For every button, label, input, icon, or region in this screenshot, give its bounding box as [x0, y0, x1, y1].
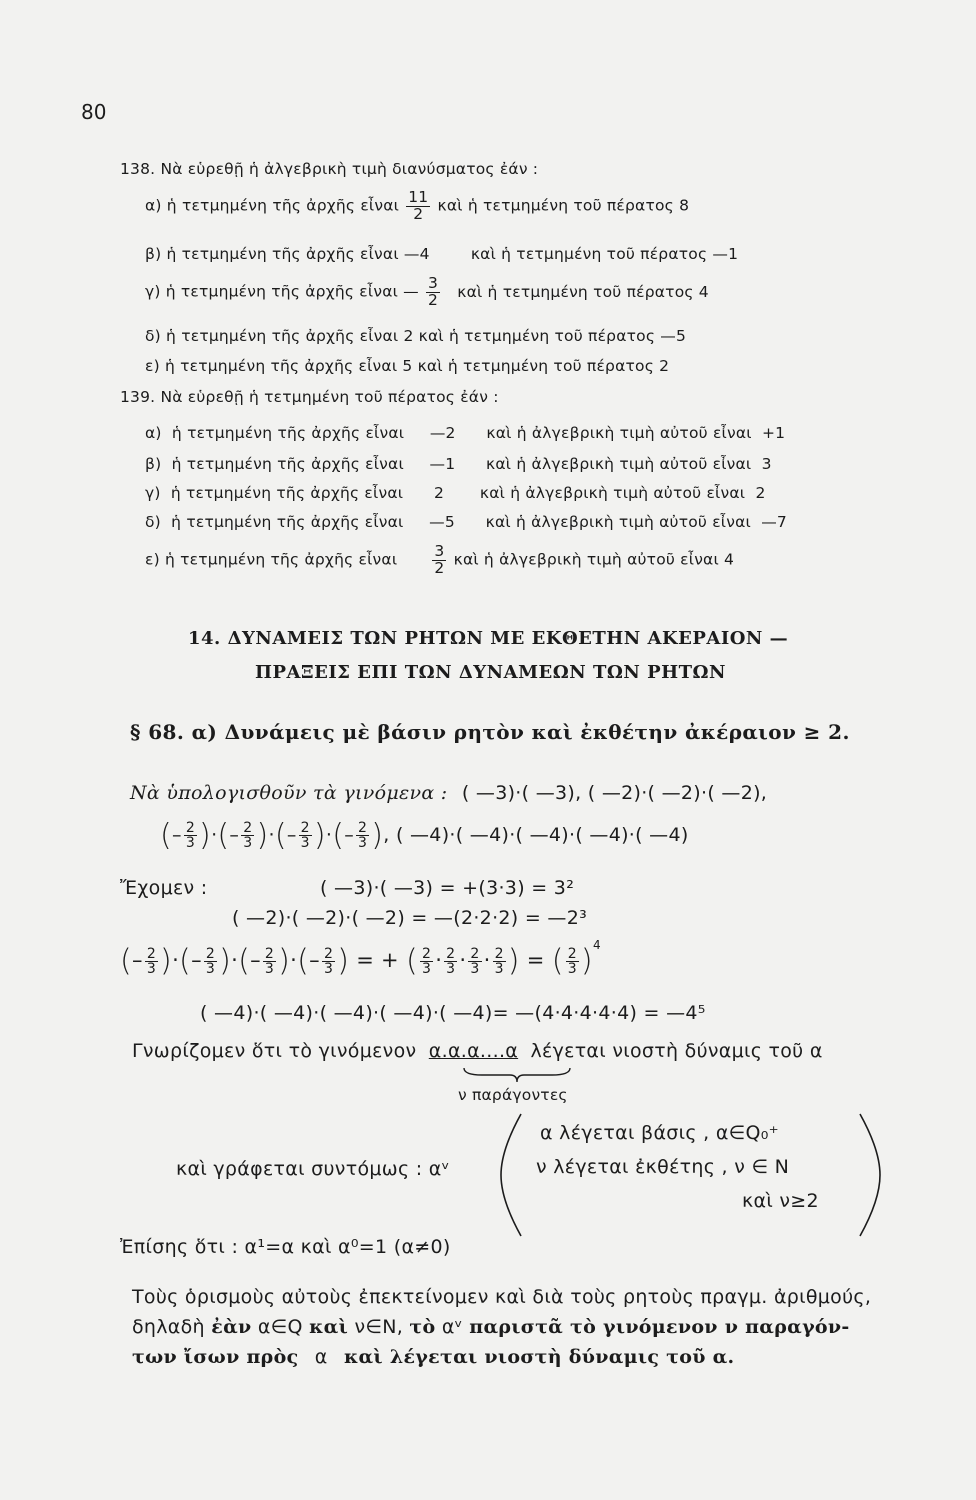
- ex138-a-post: καὶ ἡ τετμημένη τοῦ πέρατος 8: [437, 196, 690, 215]
- know-pre: Γνωρίζομεν ὅτι τὸ γινόμενον: [132, 1040, 417, 1062]
- ext3-b2: καὶ λέγεται νιοστὴ δύναμις τοῦ α.: [343, 1346, 735, 1368]
- ex139-e-pre: ε) ἡ τετμημένη τῆς ἀρχῆς εἶναι: [145, 550, 398, 569]
- ex138-b-post: καὶ ἡ τετμημένη τοῦ πέρατος —1: [470, 245, 739, 263]
- also-line: Ἐπίσης ὅτι : α¹=α καὶ α⁰=1 (α≠0): [120, 1236, 451, 1258]
- ex139-e: [145, 544, 734, 576]
- eq3-exponent: 4: [592, 938, 601, 952]
- ext3-m1: α: [314, 1346, 328, 1368]
- written-line: καὶ γράφεται συντόμως : αᵛ: [176, 1158, 450, 1180]
- section-title-2: ΠΡΑΞΕΙΣ ΕΠΙ ΤΩΝ ΔΥΝΑΜΕΩΝ ΤΩΝ ΡΗΤΩΝ: [255, 662, 727, 683]
- ex138-c-pre: γ) ἡ τετμημένη τῆς ἀρχῆς εἶναι —: [145, 282, 419, 301]
- know-product: α.α.α....α: [428, 1040, 519, 1062]
- ext2-m1: α∈Q: [257, 1316, 303, 1338]
- ext2-b4: παριστᾶ τὸ γινόμενον ν παραγόν-: [469, 1316, 850, 1338]
- compute-expr: ( —3)·( —3), ( —2)·( —2)·( —2),: [461, 782, 768, 804]
- ex139-c: γ) ἡ τετμημένη τῆς ἀρχῆς εἶναι 2 καὶ ἡ ἀλγεβρικὴ τιμὴ αὐτοῦ εἶναι 2: [145, 484, 766, 502]
- left-brace: [495, 1110, 525, 1240]
- ext2-b2: καὶ: [309, 1316, 349, 1338]
- ext2-m2: ν∈N,: [354, 1316, 404, 1338]
- know-post: λέγεται νιοστὴ δύναμις τοῦ α: [530, 1040, 823, 1062]
- compute-line: [130, 782, 767, 804]
- ex138-c: [145, 276, 709, 308]
- ext2-b1: ἐὰν: [211, 1316, 252, 1338]
- ex138-b-pre: β) ἡ τετμημένη τῆς ἀρχῆς εἶναι —4: [145, 245, 430, 263]
- condition-base: α λέγεται βάσις , α∈Q₀⁺: [540, 1122, 779, 1144]
- ex138-a: [145, 190, 689, 222]
- equation-2: ( —2)·( —2)·( —2) = —(2·2·2) = —2³: [232, 907, 588, 929]
- ex139-d: δ) ἡ τετμημένη τῆς ἀρχῆς εἶναι —5 καὶ ἡ ἀλγεβρικὴ τιμὴ αὐτοῦ εἶναι —7: [145, 513, 787, 531]
- ex138-c-frac: $\frac{3}{2}$: [428, 274, 439, 309]
- eq3-mid: = +: [356, 948, 399, 972]
- ext2-pre: δηλαδὴ: [132, 1316, 205, 1338]
- ex138-intro: 138. Νὰ εὑρεθῇ ἡ ἀλγεβρικὴ τιμὴ διανύσματος ἐάν :: [120, 160, 539, 178]
- have-label: Ἔχομεν :: [120, 877, 208, 899]
- page-number: 80: [81, 100, 107, 124]
- fraction-product-row: (– $\frac{2}{3}$ )·(– $\frac{2}{3}$ )·(– $\frac{2}{3}$ )·(– $\frac{2}{3}$ ), ( —4)·( —4)·( —4)·( —4)·( —4): [160, 818, 689, 853]
- ex138-b: [145, 245, 738, 263]
- ex138-a-frac: $\frac{11}{2}$: [408, 188, 429, 223]
- paragraph-heading: § 68. α) Δυνάμεις μὲ βάσιν ρητὸν καὶ ἐκθέτην ἀκέραιον ≥ 2.: [130, 720, 850, 744]
- know-line: [132, 1040, 823, 1062]
- underbrace: [462, 1066, 572, 1084]
- factors-label: ν παράγοντες: [458, 1086, 568, 1104]
- extension-line-2: [132, 1316, 850, 1338]
- right-brace: [856, 1110, 886, 1240]
- ex138-d: δ) ἡ τετμημένη τῆς ἀρχῆς εἶναι 2 καὶ ἡ τετμημένη τοῦ πέρατος —5: [145, 327, 687, 345]
- ex139-a: α) ἡ τετμημένη τῆς ἀρχῆς εἶναι —2 καὶ ἡ ἀλγεβρικὴ τιμὴ αὐτοῦ εἶναι +1: [145, 424, 786, 442]
- ex139-e-frac: $\frac{3}{2}$: [434, 542, 445, 577]
- extension-line-3: [132, 1346, 734, 1368]
- ex139-e-post: καὶ ἡ ἀλγεβρικὴ τιμὴ αὐτοῦ εἶναι 4: [453, 550, 735, 569]
- section-title-1: 14. ΔΥΝΑΜΕΙΣ ΤΩΝ ΡΗΤΩΝ ΜΕ ΕΚΘΕΤΗΝ ΑΚΕΡΑΙΟΝ —: [188, 628, 789, 649]
- extension-line-1: Τοὺς ὁρισμοὺς αὐτοὺς ἐπεκτείνομεν καὶ διὰ τοὺς ρητοὺς πραγμ. ἀριθμούς,: [132, 1286, 872, 1308]
- equation-4: ( —4)·( —4)·( —4)·( —4)·( —4)= —(4·4·4·4·4) = —4⁵: [200, 1002, 706, 1024]
- equation-3: (– $\frac{2}{3}$ )·(– $\frac{2}{3}$ )·(– $\frac{2}{3}$ )·(– $\frac{2}{3}$ ) = + ( $\frac{2}{3}$ · $\frac{2}{3}$ · $\frac{2}{3}$ · $\frac{2}{3}$ ) = ( $\frac{2}{3}$ )$^4$: [120, 938, 601, 979]
- compute-label: Νὰ ὑπολογισθοῦν τὰ γινόμενα :: [130, 782, 448, 804]
- eq3-end: =: [526, 948, 545, 972]
- row2-tail: , ( —4)·( —4)·( —4)·( —4)·( —4): [383, 824, 689, 846]
- equation-1: ( —3)·( —3) = +(3·3) = 3²: [320, 877, 575, 899]
- ex138-c-post: καὶ ἡ τετμημένη τοῦ πέρατος 4: [457, 282, 709, 301]
- ext2-m3: αᵛ: [441, 1316, 463, 1338]
- ex138-a-pre: α) ἡ τετμημένη τῆς ἀρχῆς εἶναι: [145, 196, 400, 215]
- ext3-b1: των ἴσων πρὸς: [132, 1346, 299, 1368]
- condition-min: καὶ ν≥2: [742, 1190, 819, 1212]
- ex139-b: β) ἡ τετμημένη τῆς ἀρχῆς εἶναι —1 καὶ ἡ ἀλγεβρικὴ τιμὴ αὐτοῦ εἶναι 3: [145, 455, 772, 473]
- condition-exponent: ν λέγεται ἐκθέτης , ν ∈ N: [536, 1156, 790, 1178]
- ext2-b3: τὸ: [409, 1316, 436, 1338]
- ex139-intro: 139. Νὰ εὑρεθῇ ἡ τετμημένη τοῦ πέρατος ἐάν :: [120, 388, 499, 406]
- ex138-e: ε) ἡ τετμημένη τῆς ἀρχῆς εἶναι 5 καὶ ἡ τετμημένη τοῦ πέρατος 2: [145, 357, 670, 375]
